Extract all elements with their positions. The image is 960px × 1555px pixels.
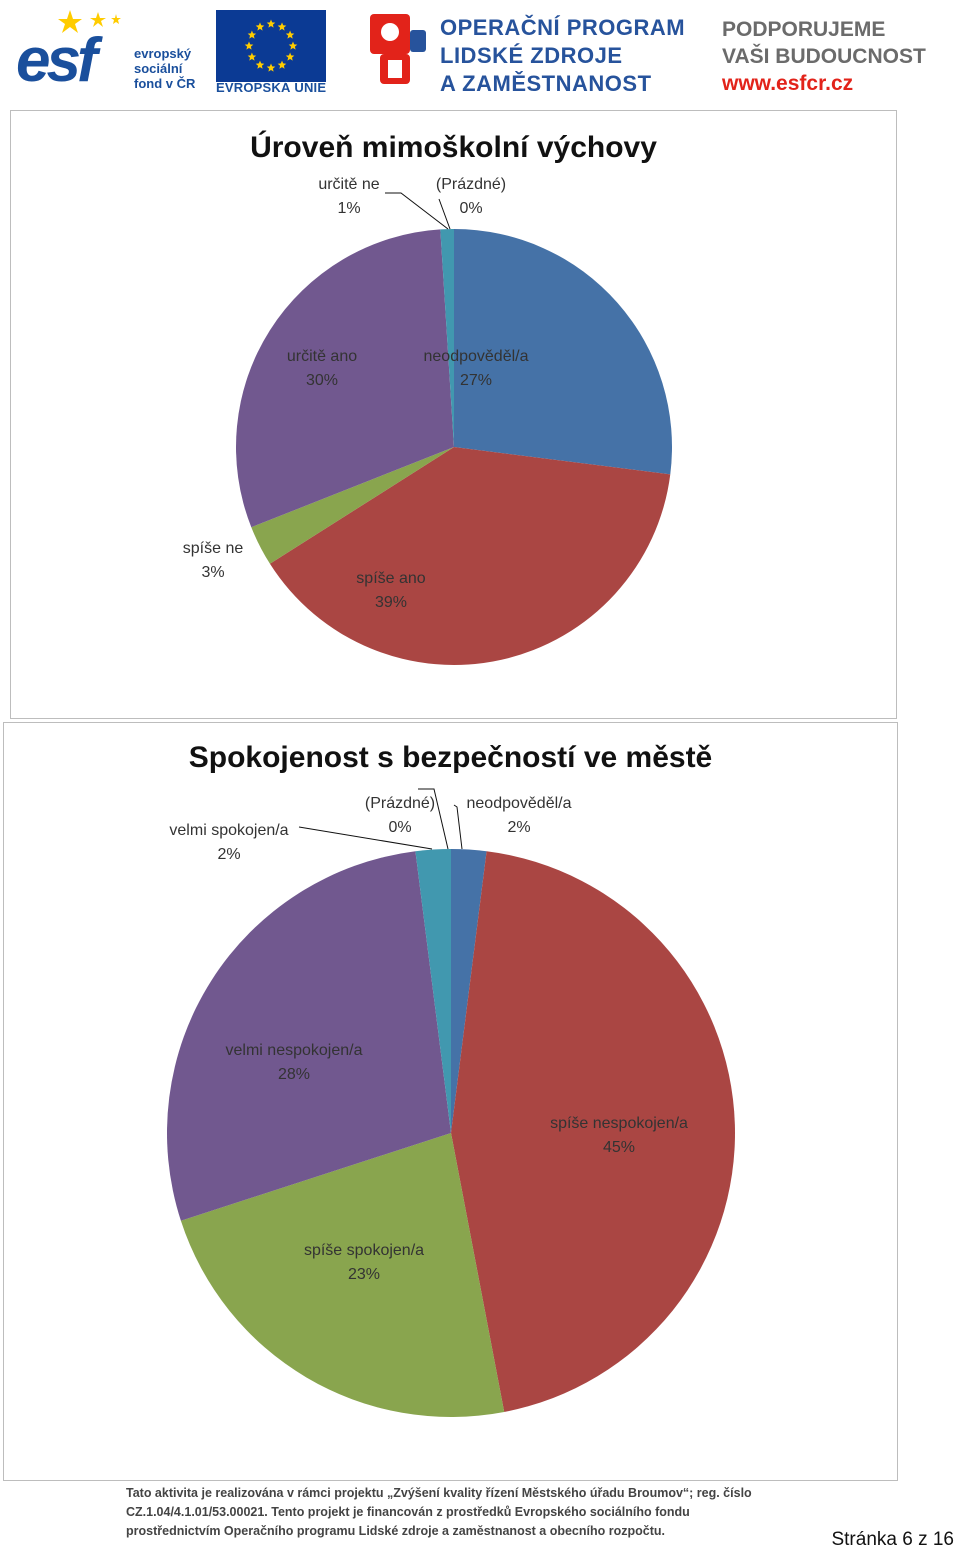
slice-label: určitě ne	[318, 176, 380, 193]
eu-star-icon	[256, 61, 265, 69]
eu-star-icon	[267, 20, 276, 28]
slogan-line: VAŠI BUDOUCNOST	[722, 45, 926, 68]
slogan-line: PODPORUJEME	[722, 18, 886, 41]
leader-line	[299, 827, 432, 849]
slice-percent: 0%	[388, 819, 412, 836]
slice-percent: 2%	[217, 846, 241, 863]
esf-line: evropský	[134, 46, 192, 61]
eu-star-icon	[286, 31, 295, 39]
slice-label: velmi nespokojen/a	[225, 1042, 363, 1059]
eu-star-icon	[245, 42, 254, 50]
support-slogan	[722, 16, 926, 97]
op-line: A ZAMĚSTNANOST	[440, 71, 652, 96]
eu-star-icon	[278, 61, 287, 69]
slice-percent: 30%	[305, 372, 339, 389]
slice-label: spíše spokojen/a	[303, 1242, 425, 1259]
slice-percent: 45%	[602, 1139, 636, 1156]
slice-label: velmi spokojen/a	[169, 822, 289, 839]
slice-label: (Prázdné)	[364, 795, 436, 812]
slice-label: spíše nespokojen/a	[550, 1115, 688, 1132]
slice-label: neodpověděl/a	[423, 348, 529, 365]
page-number: Stránka 6 z 16	[831, 1529, 954, 1550]
eu-flag-icon	[216, 10, 326, 82]
chart-title: Úroveň mimoškolní výchovy	[250, 131, 657, 164]
esf-wordmark: esf	[16, 26, 94, 95]
esf-logo	[16, 8, 206, 96]
op-title	[440, 14, 685, 98]
eu-star-icon	[248, 53, 257, 61]
pie-chart-safety	[4, 723, 897, 1480]
slice-label: spíše ano	[356, 570, 426, 587]
chart-panel-extracurricular	[10, 110, 897, 719]
slice-percent: 23%	[347, 1266, 381, 1283]
slice-percent: 2%	[507, 819, 531, 836]
eu-star-icon	[278, 22, 287, 30]
op-line: LIDSKÉ ZDROJE	[440, 43, 623, 68]
slice-percent: 0%	[459, 200, 483, 217]
footer-line: CZ.1.04/4.1.01/53.00021. Tento projekt je financován z prostředků Evropského sociálního fondu	[126, 1505, 690, 1519]
slice-percent: 27%	[459, 372, 493, 389]
eu-caption: EVROPSKÁ UNIE	[216, 80, 327, 95]
slice-label: neodpověděl/a	[466, 795, 572, 812]
op-logo-icon	[364, 10, 430, 90]
slice-percent: 3%	[201, 564, 225, 581]
op-line: OPERAČNÍ PROGRAM	[440, 15, 686, 40]
footer-line: prostřednictvím Operačního programu Lidské zdroje a zaměstnanost a obecního rozpočtu.	[126, 1524, 665, 1538]
leader-line	[454, 805, 462, 849]
slice-label: spíše ne	[182, 540, 244, 557]
pie-chart-extracurricular	[11, 111, 896, 718]
slice-label: určitě ano	[286, 348, 358, 365]
eu-star-icon	[256, 22, 265, 30]
eu-star-icon	[289, 42, 298, 50]
project-footer-note	[126, 1484, 846, 1541]
slice-percent: 39%	[374, 594, 408, 611]
chart-title: Spokojenost s bezpečností ve městě	[188, 741, 713, 774]
slice-label: (Prázdné)	[435, 176, 507, 193]
esf-line: sociální	[134, 61, 183, 76]
chart-panel-safety	[3, 722, 898, 1481]
eu-star-icon	[248, 31, 257, 39]
esf-caption	[134, 46, 195, 91]
leader-line	[439, 199, 450, 229]
eu-star-icon	[267, 64, 276, 72]
slice-percent: 28%	[277, 1066, 311, 1083]
eu-star-icon	[286, 53, 295, 61]
footer-line: Tato aktivita je realizována v rámci projektu „Zvýšení kvality řízení Městského úřadu Broumov“; reg. číslo	[126, 1486, 752, 1500]
esf-website-link[interactable]: www.esfcr.cz	[722, 72, 854, 95]
esf-line: fond v ČR	[134, 76, 196, 91]
slice-percent: 1%	[337, 200, 361, 217]
leader-line	[385, 193, 448, 229]
